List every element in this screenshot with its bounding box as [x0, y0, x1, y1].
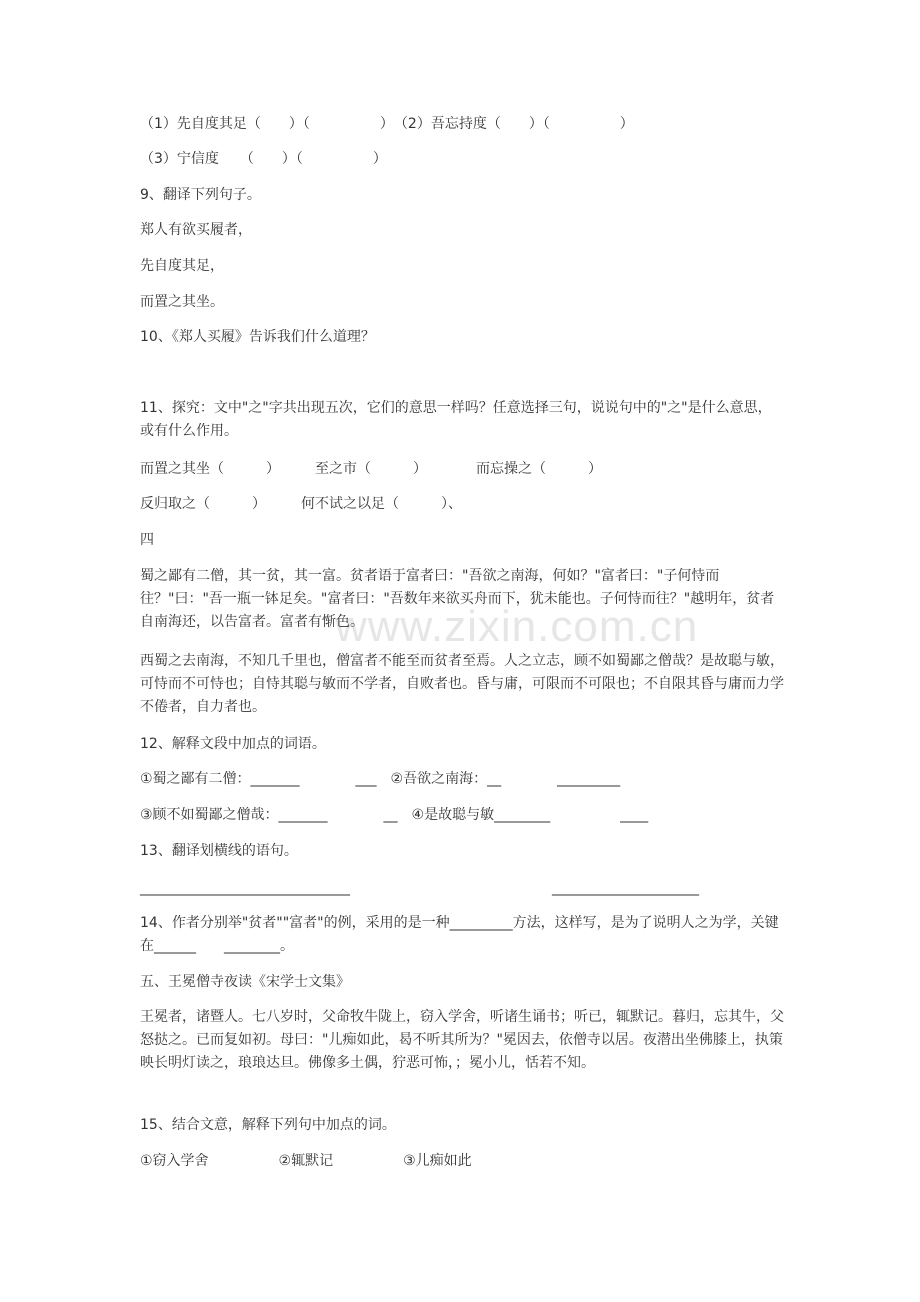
section-5-title: 五、王冕僧寺夜读《宋学士文集》	[140, 974, 350, 990]
q10-title: 10、《郑人买履》告诉我们什么道理？	[140, 329, 375, 345]
q8-blank-line-2: （3）宁信度 （ ）（ ）	[140, 151, 387, 167]
q11-title: 11、探究：文中"之"字共出现五次，它们的意思一样吗？任意选择三句，说说句中的"之"是什么意思，或有什么作用。	[140, 400, 772, 439]
q11-row-2: 反归取之（ ） 何不试之以足（ ）、	[140, 496, 462, 512]
q8-blank-line-1: （1）先自度其足（ ）（ ） （2）吾忘持度（ ）（ ）	[140, 116, 634, 132]
q13-answer-blank-1: ______________________________	[140, 880, 350, 896]
q15-title: 15、结合文意，解释下列句中加点的词。	[140, 1117, 396, 1133]
passage-4-paragraph-2: 西蜀之去南海，不知几千里也，僧富者不能至而贫者至焉。人之立志，顾不如蜀鄙之僧哉？是故聪与敏，可恃而不可恃也；自恃其聪与敏而不学者，自败者也。昏与庸，可限而不可限也；不自限其昏与庸而力学不倦者，自力者也。	[140, 653, 784, 715]
passage-4-paragraph-1: 蜀之鄙有二僧，其一贫，其一富。贫者语于富者曰："吾欲之南海，何如？"富者曰："子何恃而往？"曰："吾一瓶一钵足矣。"富者曰："吾数年来欲买舟而下，犹未能也。子何恃而往？"越明年，贫者自南海还，以告富者。富者有惭色。	[140, 568, 775, 630]
q15-items: ①窃入学舍 ②辄默记 ③儿痴如此	[140, 1153, 472, 1169]
q14-text: 14、作者分别举"贫者""富者"的例，采用的是一种_________方法，这样写，是为了说明人之为学，关键在______ ________。	[140, 915, 779, 954]
q9-title: 9、翻译下列句子。	[140, 187, 261, 203]
q11-row-1: 而置之其坐（ ） 至之市（ ） 而忘操之（ ）	[140, 461, 602, 477]
q13-answer-blank-2: _____________________	[552, 880, 699, 896]
q9-sentence-1: 郑人有欲买履者，	[140, 222, 252, 238]
watermark: www.zixin.com.cn	[335, 602, 699, 651]
q13-title: 13、翻译划横线的语句。	[140, 843, 298, 859]
q12-row-2: ③顾不如蜀鄙之僧哉：_______ __ ④是故聪与敏________ ____	[140, 807, 649, 823]
q9-sentence-2: 先自度其足，	[140, 258, 224, 274]
q9-sentence-3: 而置之其坐。	[140, 294, 224, 310]
q12-title: 12、解释文段中加点的词语。	[140, 736, 326, 752]
section-4-heading: 四	[140, 532, 154, 548]
passage-5: 王冕者，诸暨人。七八岁时，父命牧牛陇上，窃入学舍，听诸生诵书；听已，辄默记。暮归，忘其牛，父怒挞之。已而复如初。母曰："儿痴如此，曷不听其所为？"冕因去，依僧寺以居。夜潜出坐佛膝上，执策映长明灯读之，琅琅达旦。佛像多土偶，狞恶可怖，；冕小儿，恬若不知。	[140, 1009, 784, 1071]
q12-row-1: ①蜀之鄙有二僧：_______ ___ ②吾欲之南海：__ _________	[140, 771, 621, 787]
